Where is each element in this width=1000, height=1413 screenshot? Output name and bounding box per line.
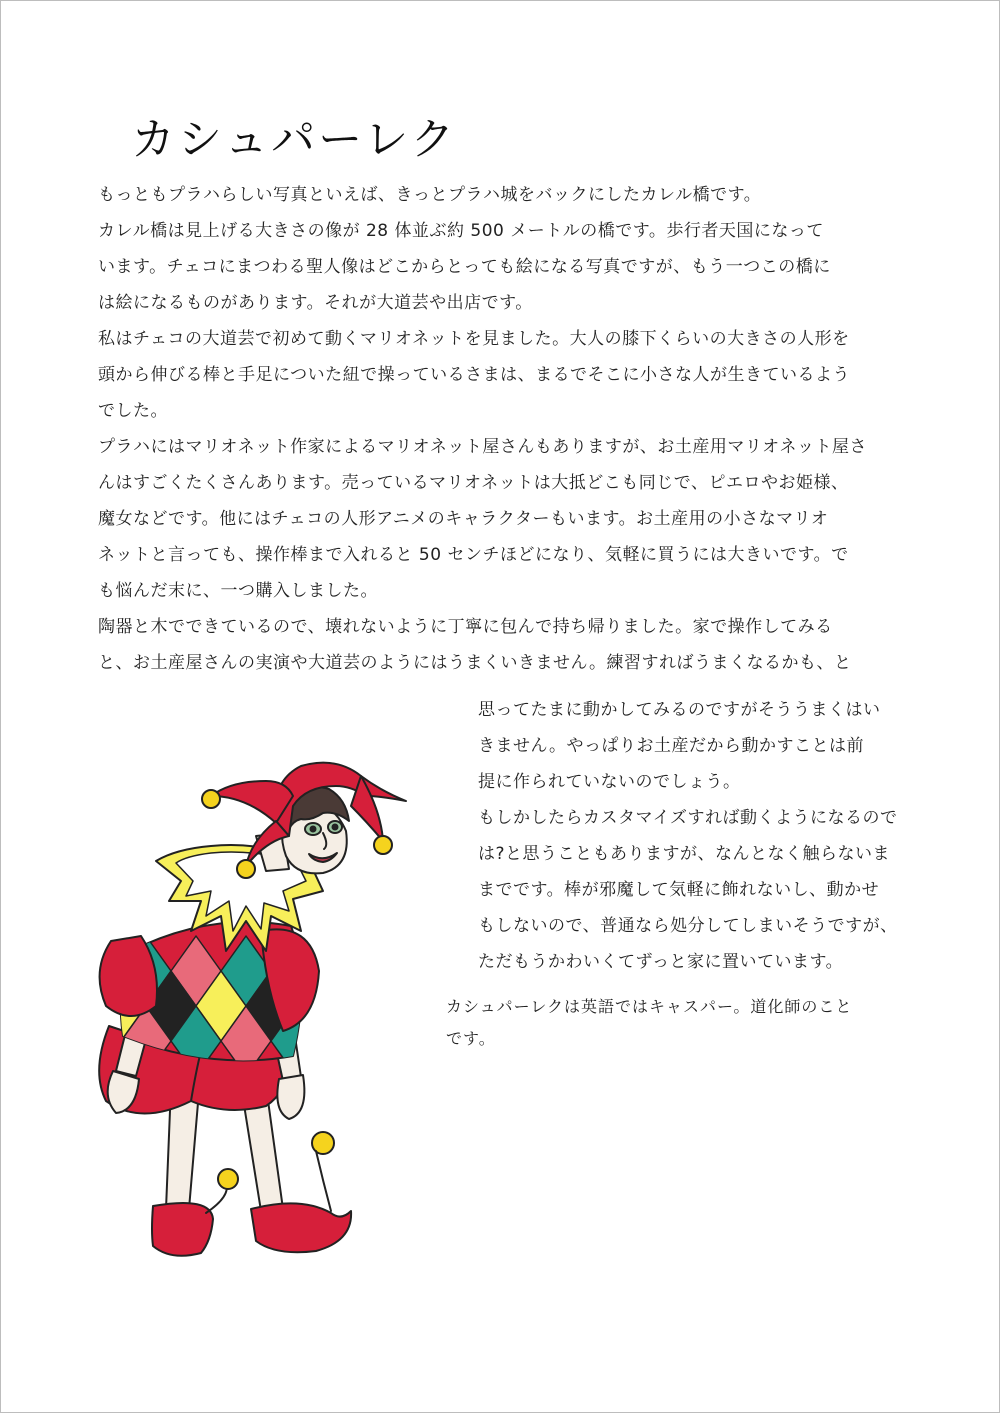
side-line: ただもうかわいくてずっと家に置いています。 — [478, 952, 844, 972]
body-line: んはすごくたくさんあります。売っているマリオネットは大抵どこも同じで、ピエロやお姫様、 — [98, 473, 849, 493]
body-line: 魔女などです。他にはチェコの人形アニメのキャラクターもいます。お土産用の小さなマリオ — [98, 509, 829, 529]
caption-line: です。 — [446, 1029, 496, 1048]
body-line: カレル橋は見上げる大きさの像が 28 体並ぶ約 500 メートルの橋です。歩行者天国になって — [98, 221, 824, 241]
body-line: でした。 — [98, 401, 168, 421]
body-line: 頭から伸びる棒と手足についた紐で操っているさまは、まるでそこに小さな人が生きているよう — [98, 365, 850, 385]
body-line: も悩んだ末に、一つ購入しました。 — [98, 581, 378, 601]
body-line: は絵になるものがあります。それが大道芸や出店です。 — [98, 293, 533, 313]
left-sleeve — [100, 936, 157, 1016]
side-line: もしないので、普通なら処分してしまいそうですが、 — [478, 916, 898, 936]
side-line: までです。棒が邪魔して気軽に飾れないし、動かせ — [478, 880, 880, 900]
body-line: 私はチェコの大道芸で初めて動くマリオネットを見ました。大人の膝下くらいの大きさの人形を — [98, 329, 850, 349]
side-line: 提に作られていないのでしょう。 — [478, 772, 741, 792]
caption-line: カシュパーレクは英語ではキャスパー。道化師のこと — [446, 997, 853, 1016]
left-shoe — [152, 1203, 213, 1256]
right-hand — [277, 1075, 304, 1119]
body-line: います。チェコにまつわる聖人像はどこからとっても絵になる写真ですが、もう一つこの橋に — [98, 257, 831, 277]
side-line: 思ってたまに動かしてみるのですがそううまくはい — [478, 700, 881, 720]
hat-bell-icon — [237, 860, 255, 878]
body-line: と、お土産屋さんの実演や大道芸のようにはうまくいきません。練習すればうまくなるかも、と — [98, 653, 852, 673]
body-line: 陶器と木でできているので、壊れないように丁寧に包んで持ち帰りました。家で操作してみる — [98, 617, 833, 637]
body-line: ネットと言っても、操作棒まで入れると 50 センチほどになり、気軽に買うには大きいです。で — [98, 545, 849, 565]
page-title: カシュパーレク — [131, 114, 458, 165]
hat-bell-icon — [374, 836, 392, 854]
right-shoe — [251, 1203, 351, 1252]
side-line: もしかしたらカスタマイズすれば動くようになるので — [478, 808, 898, 828]
side-line: きません。やっぱりお土産だから動かすことは前 — [478, 736, 865, 756]
hat-bell-icon — [202, 790, 220, 808]
side-line: は?と思うこともありますが、なんとなく触らないま — [478, 844, 891, 864]
shoe-bell-icon — [218, 1169, 238, 1189]
jester-marionette-illustration — [61, 741, 461, 1341]
body-line: プラハにはマリオネット作家によるマリオネット屋さんもありますが、お土産用マリオネット屋さ — [98, 437, 867, 457]
body-line: もっともプラハらしい写真といえば、きっとプラハ城をバックにしたカレル橋です。 — [98, 185, 762, 205]
